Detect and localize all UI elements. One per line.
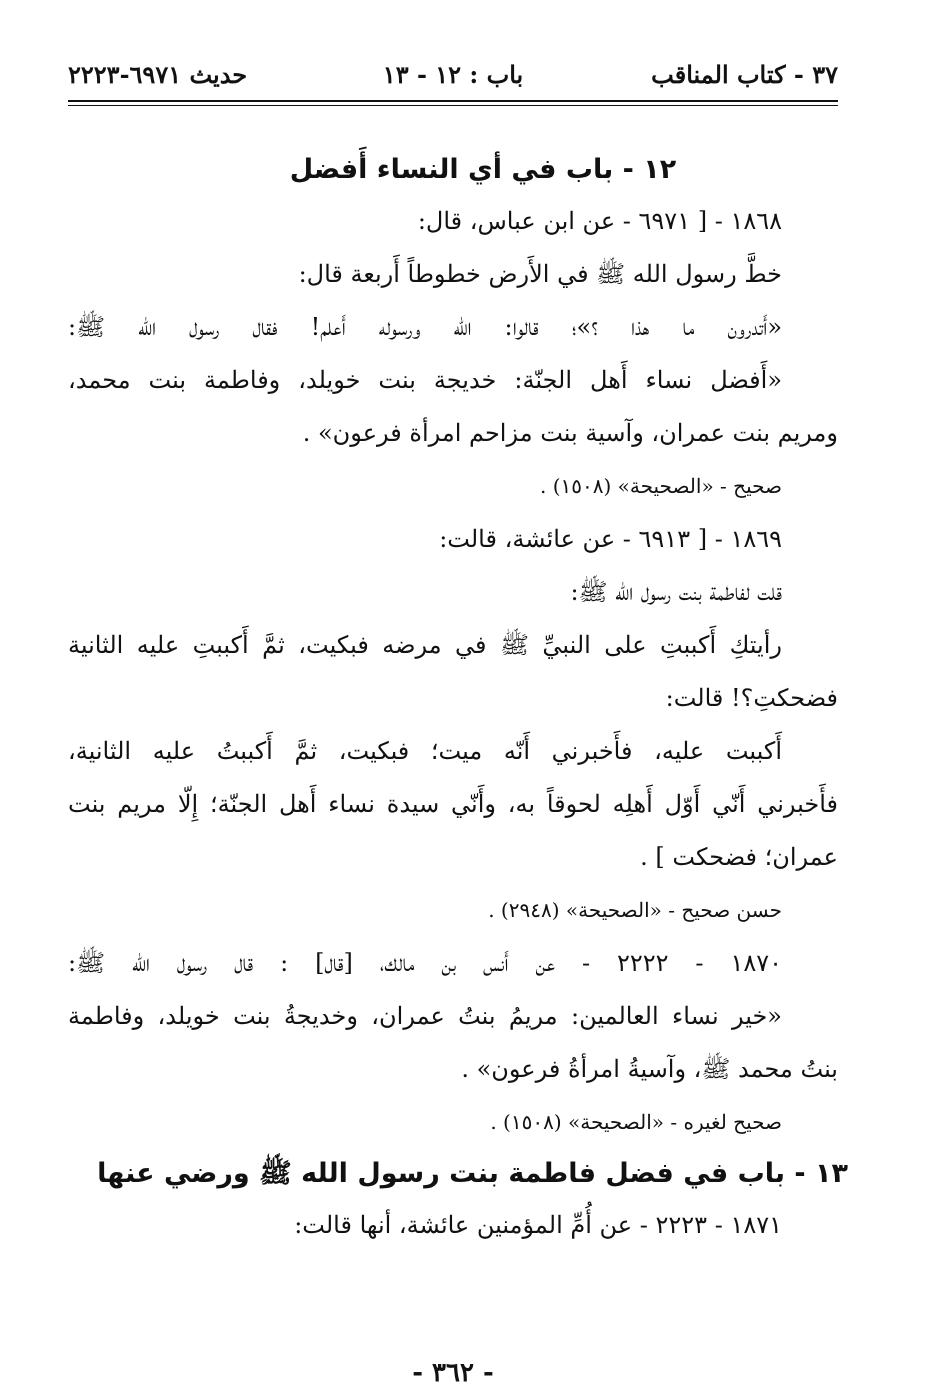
chapter-heading-12: ١٢ - باب في أي النساء أَفضل	[289, 154, 677, 185]
hadith-range-header: حديث ٦٩٧١-٢٢٢٣	[68, 60, 248, 89]
hadith-1869-isnad: ١٨٦٩ - [ ٦٩١٣ - عن عائشة، قالت:	[439, 525, 782, 553]
hadith-1868-line: «أَتدرون ما هذا ؟»؛ قالوا: الله ورسوله أَعلم! فقال رسول الله ﷺ:	[68, 313, 782, 341]
header-rule-thin	[68, 105, 838, 106]
hadith-1871-isnad: ١٨٧١ - ٢٢٢٣ - عن أُمِّ المؤمنين عائشة، أنها قالت:	[294, 1211, 782, 1239]
hadith-1870-line: بنتُ محمد ﷺ، وآسيةُ امرأةُ فرعون» .	[461, 1055, 838, 1083]
hadith-1869-line: فأَخبرني أَنّي أَوّل أَهلِه لحوقاً به، وأَنّي سيدة نساء أَهل الجنّة؛ إِلّا مريم بنت	[68, 790, 838, 818]
page-number: - ٣٦٢ -	[412, 1358, 494, 1388]
hadith-1870-grade: صحيح لغيره - «الصحيحة» (١٥٠٨) .	[490, 1110, 782, 1134]
hadith-1868-line: خطَّ رسول الله ﷺ في الأَرض خطوطاً أَربعة قال:	[298, 260, 782, 288]
hadith-1870-line: «خير نساء العالمين: مريمُ بنتُ عمران، وخديجةُ بنت خويلد، وفاطمة	[68, 1002, 782, 1030]
hadith-1869-line: عمران؛ فضحكت ] .	[640, 843, 838, 871]
hadith-1869-line: فضحكتِ؟! قالت:	[665, 684, 838, 712]
page	[68, 50, 848, 1388]
header-rule	[68, 100, 838, 102]
chapter-heading-13: ١٣ - باب في فضل فاطمة بنت رسول الله ﷺ ورضي عنها	[97, 1158, 848, 1189]
book-title-header: ٣٧ - كتاب المناقب	[651, 60, 838, 89]
page-body	[68, 145, 848, 1252]
hadith-1869-line: رأيتكِ أَكببتِ على النبيِّ ﷺ في مرضه فبكيت، ثمَّ أَكببتِ عليه الثانية	[68, 631, 782, 659]
hadith-1870-isnad: ١٨٧٠ - ٢٢٢٢ - عن أَنس بن مالك، [قال] : قال رسول الله ﷺ:	[68, 949, 782, 977]
hadith-1868-line: «أَفضل نساء أَهل الجنّة: خديجة بنت خويلد، وفاطمة بنت محمد،	[68, 366, 782, 394]
hadith-1868-grade: صحيح - «الصحيحة» (١٥٠٨) .	[539, 474, 782, 498]
hadith-1868-isnad: ١٨٦٨ - [ ٦٩٧١ - عن ابن عباس، قال:	[417, 207, 782, 235]
hadith-1869-line: قلت لفاطمة بنت رسول الله ﷺ:	[570, 578, 782, 606]
hadith-1868-line: ومريم بنت عمران، وآسية بنت مزاحم امرأة فرعون» .	[302, 419, 838, 447]
chapter-range-header: باب : ١٢ - ١٣	[382, 60, 524, 89]
hadith-1869-grade: حسن صحيح - «الصحيحة» (٢٩٤٨) .	[488, 898, 782, 922]
running-header	[68, 50, 838, 98]
hadith-1869-line: أَكببت عليه، فأَخبرني أَنّه ميت؛ فبكيت، ثمَّ أَكببتُ عليه الثانية،	[68, 737, 782, 765]
